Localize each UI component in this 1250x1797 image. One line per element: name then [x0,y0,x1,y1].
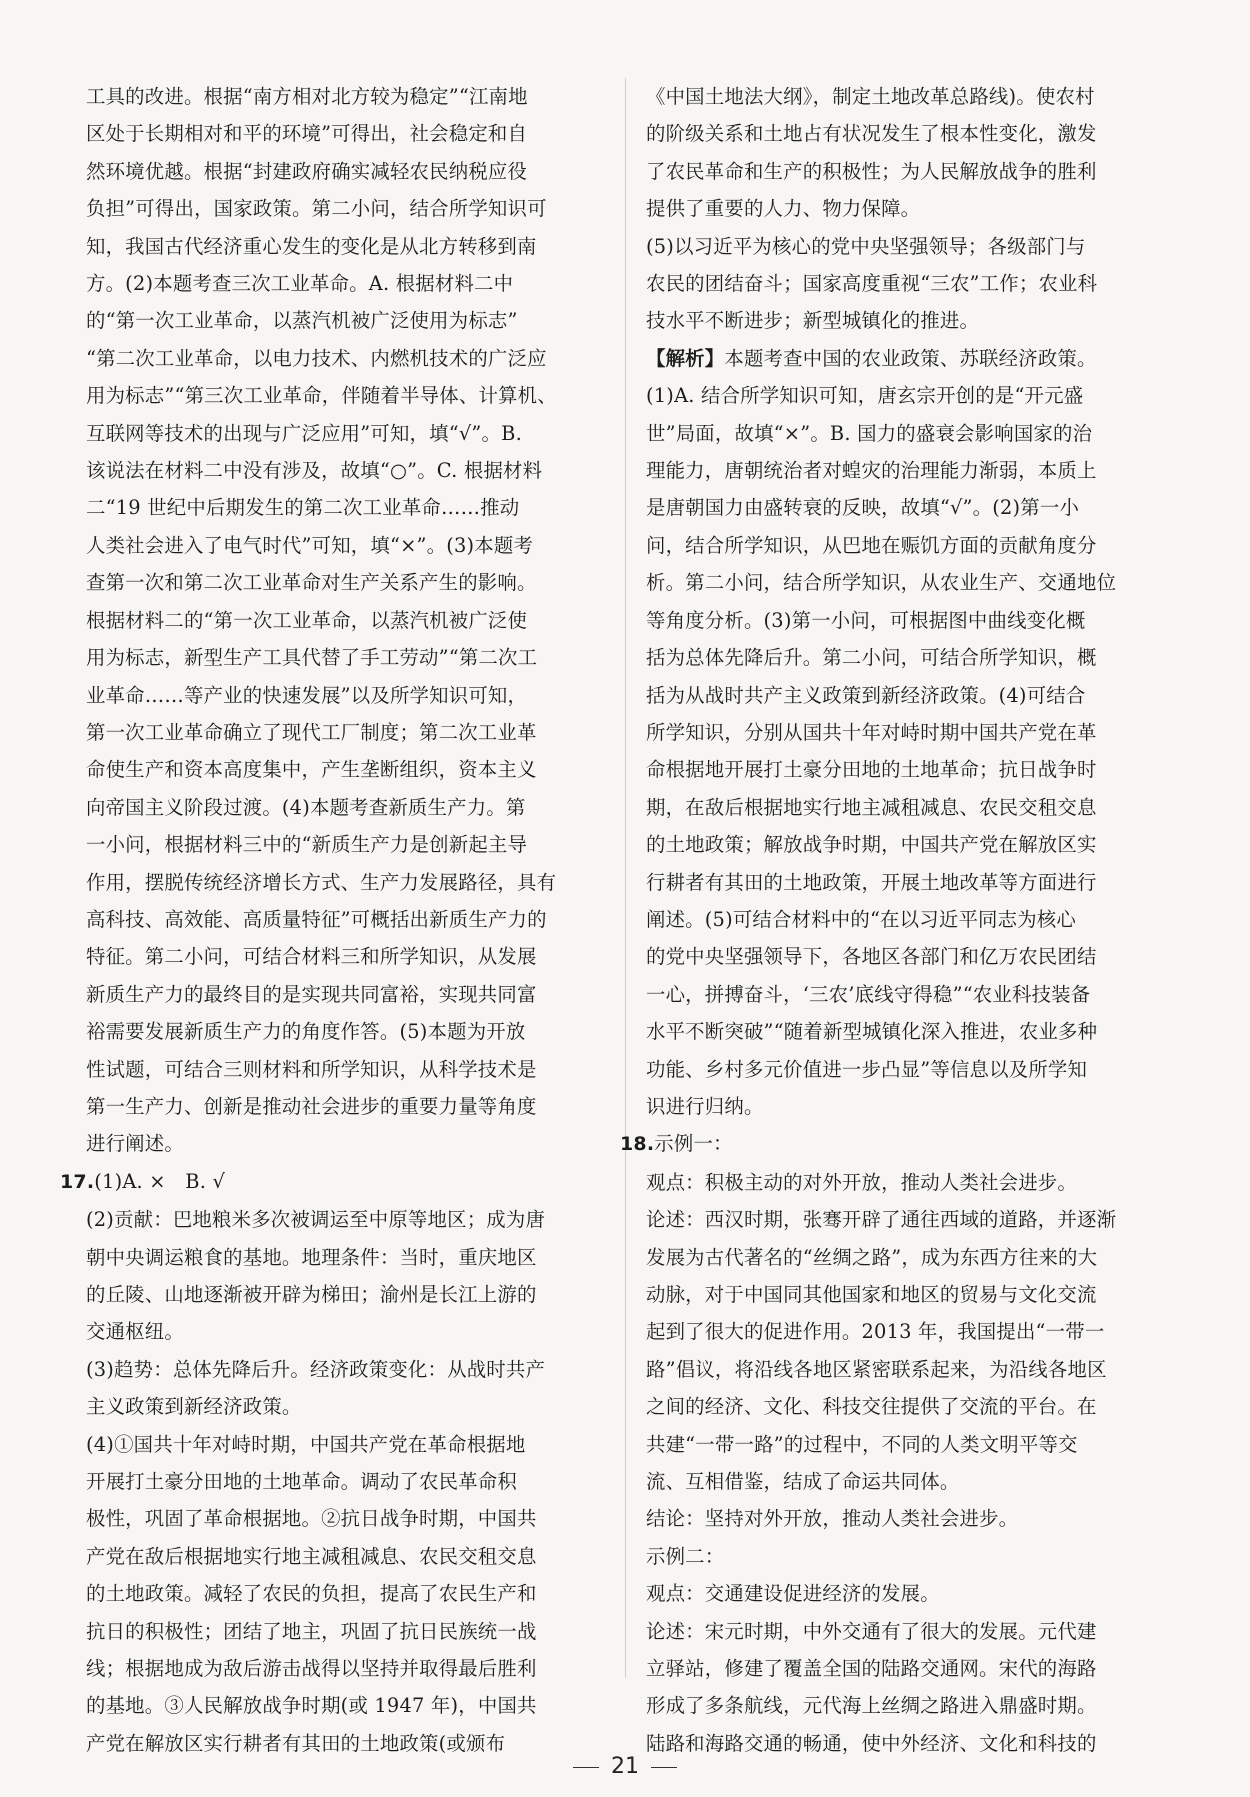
text-line: 识进行归纳。 [646,1094,764,1118]
text-line: 是唐朝国力由盛转衰的反映，故填“√”。(2)第一小 [646,496,1080,520]
text-line: (5)以习近平为核心的党中央坚强领导；各级部门与 [646,234,1086,258]
text-line: 论述：宋元时期，中外交通有了很大的发展。元代建 [646,1619,1097,1643]
text-line: 的阶级关系和土地占有状况发生了根本性变化，激发 [646,122,1097,146]
text-line: 观点：积极主动的对外开放，推动人类社会进步。 [646,1170,1077,1194]
text-line: 业革命……等产业的快速发展”以及所学知识可知， [86,683,528,707]
analysis-tag: 【解析】 [646,346,725,370]
text-line: 新质生产力的最终目的是实现共同富裕，实现共同富 [86,982,537,1006]
text-line: 该说法在材料二中没有涉及，故填“○”。C. 根据材料 [86,459,543,483]
text-line: 根据材料二的“第一次工业革命，以蒸汽机被广泛使 [86,608,528,632]
text-line: 第一生产力、创新是推动社会进步的重要力量等角度 [86,1094,537,1118]
text-line: 理能力，唐朝统治者对蝗灾的治理能力渐弱，本质上 [646,459,1097,483]
text-line: 的“第一次工业革命，以蒸汽机被广泛使用为标志” [86,309,518,333]
text-line: 阐述。(5)可结合材料中的“在以习近平同志为核心 [646,907,1076,931]
text-line: 技水平不断进步；新型城镇化的推进。 [646,309,980,333]
text-line: 之间的经济、文化、科技交往提供了交流的平台。在 [646,1395,1097,1419]
text-line: 工具的改进。根据“南方相对北方较为稳定”“江南地 [86,85,528,108]
text-line: 高科技、高效能、高质量特征”可概括出新质生产力的 [86,907,547,931]
text-line: 产党在敌后根据地实行地主减租减息、农民交租交息 [86,1544,537,1568]
text-line: 负担”可得出，国家政策。第二小问，结合所学知识可 [86,197,547,221]
text-line: 交通枢纽。 [86,1320,184,1344]
text-line: 立驿站，修建了覆盖全国的陆路交通网。宋代的海路 [646,1657,1097,1681]
text-line: 功能、乡村多元价值进一步凸显”等信息以及所学知 [646,1057,1088,1081]
text-line: 括为从战时共产主义政策到新经济政策。(4)可结合 [646,683,1086,707]
question-18-first-line [620,1125,1170,1163]
text-line: 《中国土地法大纲》，制定土地改革总路线)。使农村 [646,85,1095,108]
question-18-example-1-label: 示例一： [654,1132,733,1156]
question-17-continued [646,78,1170,340]
text-line: 第一次工业革命确立了现代工厂制度；第二次工业革 [86,720,537,744]
text-line: (1)A. 结合所学知识可知，唐玄宗开创的是“开元盛 [646,384,1084,408]
text-line: 论述：西汉时期，张骞开辟了通往西域的道路，并逐渐 [646,1208,1117,1232]
page-number-text: 21 [611,1754,639,1779]
text-line: 的土地政策；解放战争时期，中国共产党在解放区实 [646,833,1097,857]
text-line: 裕需要发展新质生产力的角度作答。(5)本题为开放 [86,1020,526,1044]
column-divider [625,78,626,1678]
text-line: 路”倡议，将沿线各地区紧密联系起来，为沿线各地区 [646,1357,1107,1381]
page-number [0,1754,1250,1779]
text-line: 了农民革命和生产的积极性；为人民解放战争的胜利 [646,159,1097,183]
text-line: 起到了很大的促进作用。2013 年，我国提出“一带一 [646,1320,1105,1344]
text-line: 共建“一带一路”的过程中，不同的人类文明平等交 [646,1432,1078,1456]
text-line: 的基地。③人民解放战争时期(或 1947 年)，中国共 [86,1694,537,1718]
left-column-text [86,78,606,1163]
text-line: “第二次工业革命，以电力技术、内燃机技术的广泛应 [86,346,547,370]
text-line: 极性，巩固了革命根据地。②抗日战争时期，中国共 [86,1507,537,1531]
text-line: 动脉，对于中国同其他国家和地区的贸易与文化交流 [646,1283,1097,1306]
text-line: 二“19 世纪中后期发生的第二次工业革命……推动 [86,496,520,520]
text-line: 的党中央坚强领导下，各地区各部门和亿万农民团结 [646,945,1097,969]
text-line: 期，在敌后根据地实行地主减租减息、农民交租交息 [646,795,1097,819]
question-17-number: 17. [60,1170,95,1193]
text-line: 开展打土豪分田地的土地革命。调动了农民革命积 [86,1470,517,1494]
text-line: 一小问，根据材料三中的“新质生产力是创新起主导 [86,833,528,857]
text-line: 示例二： [646,1544,725,1568]
text-line: 陆路和海路交通的畅通，使中外经济、文化和科技的 [646,1731,1097,1755]
text-line: 命根据地开展打土豪分田地的土地革命；抗日战争时 [646,758,1097,782]
text-line: 线；根据地成为敌后游击战得以坚持并取得最后胜利 [86,1657,537,1681]
text-line: 向帝国主义阶段过渡。(4)本题考查新质生产力。第 [86,795,526,819]
text-line: 互联网等技术的出现与广泛应用”可知，填“√”。B. [86,421,522,445]
text-line: 的土地政策。减轻了农民的负担，提高了农民生产和 [86,1582,537,1606]
question-18-number: 18. [620,1133,655,1156]
text-line: 朝中央调运粮食的基地。地理条件：当时，重庆地区 [86,1245,537,1269]
text-line: 用为标志，新型生产工具代替了手工劳动”“第二次工 [86,646,538,670]
text-line: 命使生产和资本高度集中，产生垄断组织，资本主义 [86,758,537,782]
text-line: 农民的团结奋斗；国家高度重视“三农”工作；农业科 [646,272,1098,296]
text-line: 括为总体先降后升。第二小问，可结合所学知识，概 [646,646,1097,670]
text-line: (3)趋势：总体先降后升。经济政策变化：从战时共产 [86,1357,546,1381]
text-line: 所学知识，分别从国共十年对峙时期中国共产党在革 [646,720,1097,744]
question-17-answer-1: (1)A. × B. √ [94,1169,226,1193]
text-line: 问，结合所学知识，从巴地在赈饥方面的贡献角度分 [646,533,1097,557]
text-line: 一心，拼搏奋斗，‘三农’底线守得稳”“农业科技装备 [646,982,1091,1006]
analysis-first-line [646,340,1170,377]
text-line: 流、互相借鉴，结成了命运共同体。 [646,1470,960,1494]
text-line: 产党在解放区实行耕者有其田的土地政策(或颁布 [86,1731,506,1755]
text-line: (4)①国共十年对峙时期，中国共产党在革命根据地 [86,1432,526,1456]
text-line: 人类社会进入了电气时代”可知，填“×”。(3)本题考 [86,533,534,557]
question-17-first-line [60,1163,606,1201]
text-line: 析。第二小问，结合所学知识，从农业生产、交通地位 [646,571,1117,595]
question-18-answers [646,1164,1170,1763]
text-line: 区处于长期相对和平的环境”可得出，社会稳定和自 [86,122,528,146]
text-line: 的丘陵、山地逐渐被开辟为梯田；渝州是长江上游的 [86,1283,537,1306]
text-line: 作用，摆脱传统经济增长方式、生产力发展路径，具有 [86,870,557,894]
text-line: 水平不断突破”“随着新型城镇化深入推进，农业多种 [646,1020,1098,1044]
text-line: 等角度分析。(3)第一小问，可根据图中曲线变化概 [646,608,1086,632]
text-line: 形成了多条航线，元代海上丝绸之路进入鼎盛时期。 [646,1694,1097,1718]
text-line: (2)贡献：巴地粮米多次被调运至中原等地区；成为唐 [86,1208,546,1232]
text-line: 行耕者有其田的土地政策，开展土地改革等方面进行 [646,870,1097,894]
text-line: 然环境优越。根据“封建政府确实减轻农民纳税应役 [86,159,528,183]
text-line: 用为标志”“第三次工业革命，伴随着半导体、计算机、 [86,384,557,408]
left-column [60,78,606,1762]
text-line: 查第一次和第二次工业革命对生产关系产生的影响。 [86,571,537,595]
text-line: 结论：坚持对外开放，推动人类社会进步。 [646,1507,1019,1531]
analysis-intro: 本题考查中国的农业政策、苏联经济政策。 [724,346,1097,370]
analysis-text [646,377,1170,1125]
text-line: 抗日的积极性；团结了地主，巩固了抗日民族统一战 [86,1619,537,1643]
text-line: 进行阐述。 [86,1132,184,1156]
question-17-answers [86,1201,606,1762]
text-line: 性试题，可结合三则材料和所学知识，从科学技术是 [86,1057,537,1081]
text-line: 观点：交通建设促进经济的发展。 [646,1582,940,1606]
text-line: 发展为古代著名的“丝绸之路”，成为东西方往来的大 [646,1245,1098,1269]
text-line: 主义政策到新经济政策。 [86,1395,302,1419]
text-line: 提供了重要的人力、物力保障。 [646,197,921,221]
text-line: 知，我国古代经济重心发生的变化是从北方转移到南 [86,234,537,258]
text-line: 方。(2)本题考查三次工业革命。A. 根据材料二中 [86,272,514,296]
text-line: 世”局面，故填“×”。B. 国力的盛衰会影响国家的治 [646,421,1093,445]
text-line: 特征。第二小问，可结合材料三和所学知识，从发展 [86,945,537,969]
right-column [620,78,1170,1762]
